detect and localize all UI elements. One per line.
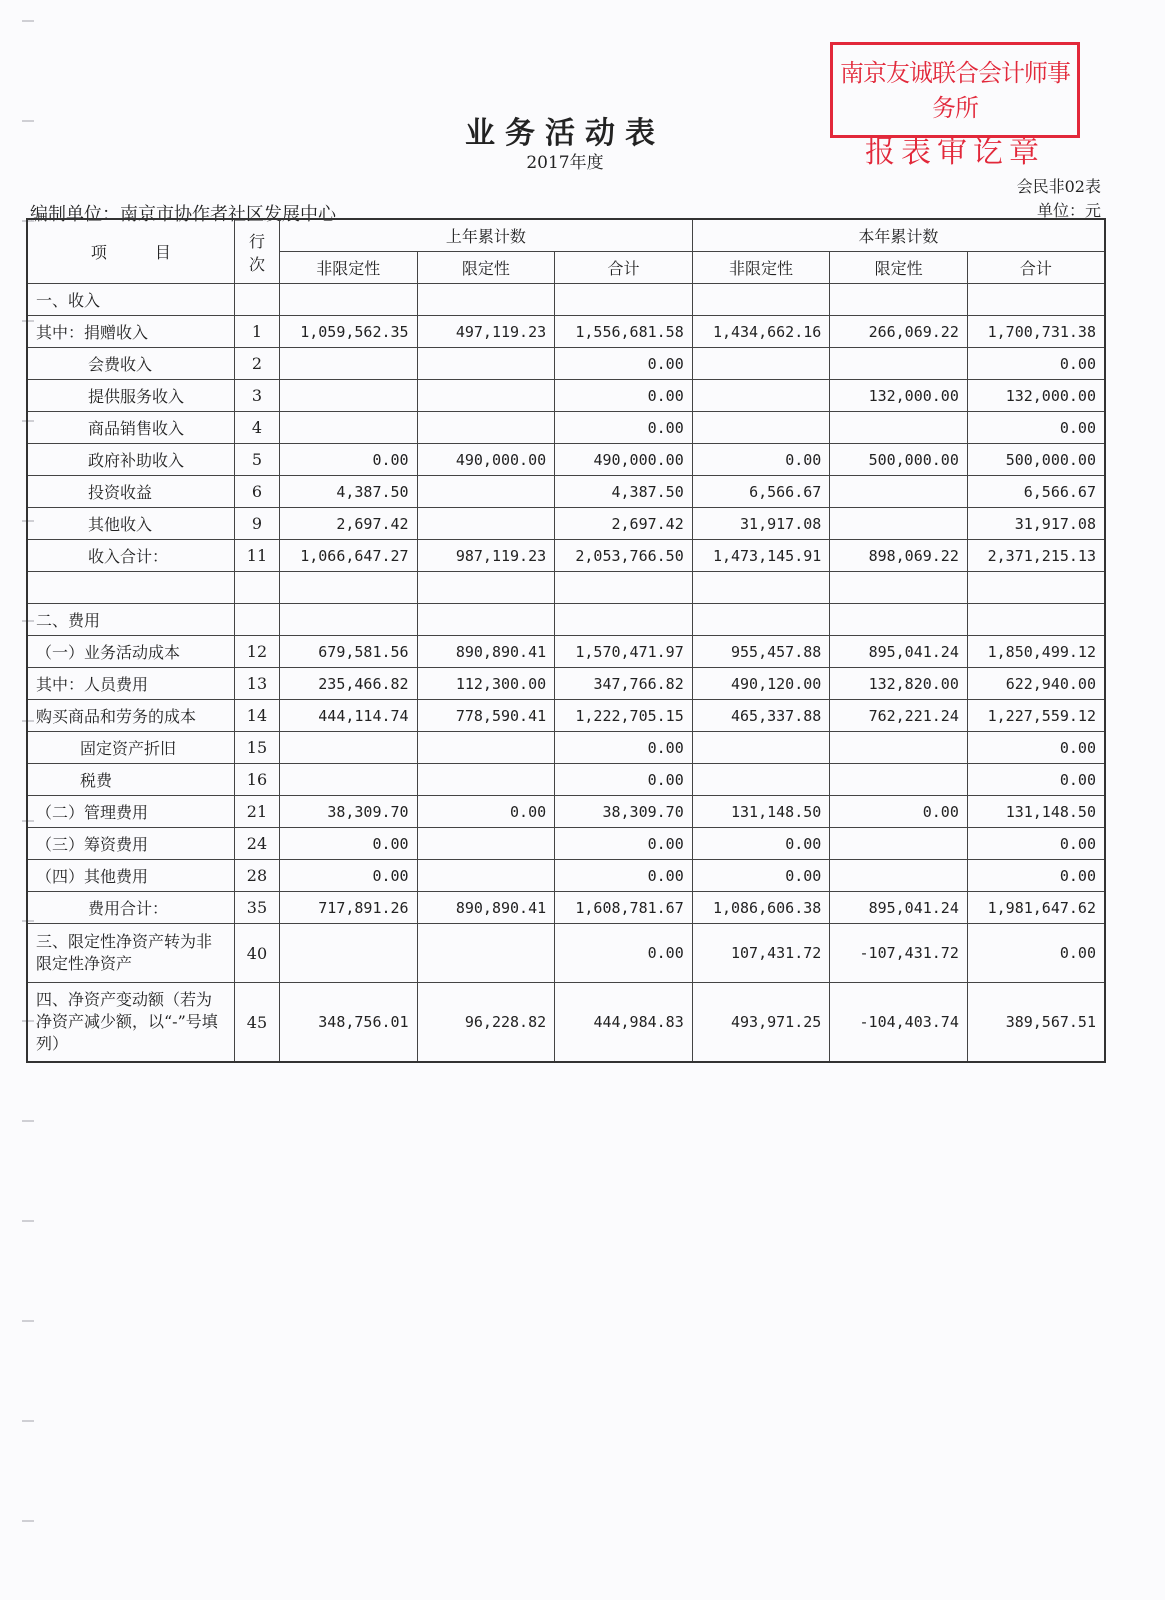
- cell-prev-restricted: [417, 284, 555, 316]
- cell-curr-total: 2,371,215.13: [967, 540, 1105, 572]
- row-item-label: 其中：捐赠收入: [27, 316, 234, 348]
- cell-prev-total: 0.00: [555, 412, 693, 444]
- row-line-number: 4: [234, 412, 279, 444]
- table-row: [27, 828, 1105, 860]
- cell-prev-total: 2,053,766.50: [555, 540, 693, 572]
- col-header-curr-unrestricted: 非限定性: [692, 252, 830, 284]
- row-line-number: 13: [234, 668, 279, 700]
- row-line-number: 16: [234, 764, 279, 796]
- form-number: 会民非02表: [1016, 177, 1101, 196]
- cell-curr-total: 622,940.00: [967, 668, 1105, 700]
- row-item-label: [27, 572, 234, 604]
- row-item-label: 其他收入: [27, 508, 234, 540]
- cell-prev-restricted: [417, 348, 555, 380]
- cell-prev-unrestricted: [280, 284, 418, 316]
- cell-prev-unrestricted: [280, 348, 418, 380]
- row-item-label: 其中：人员费用: [27, 668, 234, 700]
- cell-prev-restricted: 890,890.41: [417, 636, 555, 668]
- cell-prev-total: 0.00: [555, 924, 693, 983]
- cell-prev-unrestricted: [280, 380, 418, 412]
- cell-prev-restricted: 96,228.82: [417, 983, 555, 1063]
- row-line-number: 5: [234, 444, 279, 476]
- cell-curr-unrestricted: 107,431.72: [692, 924, 830, 983]
- cell-prev-unrestricted: [280, 604, 418, 636]
- row-item-label: 收入合计：: [27, 540, 234, 572]
- table-row: [27, 348, 1105, 380]
- row-item-label: 二、费用: [27, 604, 234, 636]
- row-line-number: 45: [234, 983, 279, 1063]
- cell-curr-restricted: [830, 348, 968, 380]
- cell-curr-total: 500,000.00: [967, 444, 1105, 476]
- cell-prev-total: 0.00: [555, 828, 693, 860]
- cell-prev-unrestricted: 0.00: [280, 444, 418, 476]
- cell-prev-unrestricted: 348,756.01: [280, 983, 418, 1063]
- preparing-organization: 编制单位：南京市协作者社区发展中心: [30, 204, 336, 225]
- cell-curr-restricted: 895,041.24: [830, 892, 968, 924]
- cell-prev-total: 2,697.42: [555, 508, 693, 540]
- cell-curr-total: 1,227,559.12: [967, 700, 1105, 732]
- row-line-number: 6: [234, 476, 279, 508]
- cell-prev-unrestricted: 0.00: [280, 860, 418, 892]
- cell-prev-unrestricted: 235,466.82: [280, 668, 418, 700]
- stamp-label: 报表审讫章: [865, 135, 1045, 170]
- col-group-prev-year: 上年累计数: [280, 219, 693, 252]
- cell-prev-total: 38,309.70: [555, 796, 693, 828]
- cell-prev-unrestricted: [280, 924, 418, 983]
- cell-prev-total: 1,222,705.15: [555, 700, 693, 732]
- table-row: [27, 924, 1105, 983]
- cell-prev-unrestricted: [280, 732, 418, 764]
- col-group-curr-year: 本年累计数: [692, 219, 1105, 252]
- cell-prev-total: 0.00: [555, 348, 693, 380]
- row-line-number: 9: [234, 508, 279, 540]
- cell-curr-restricted: [830, 764, 968, 796]
- col-header-curr-total: 合计: [967, 252, 1105, 284]
- cell-curr-unrestricted: 0.00: [692, 828, 830, 860]
- row-item-label: （三）筹资费用: [27, 828, 234, 860]
- cell-prev-total: 4,387.50: [555, 476, 693, 508]
- table-row: [27, 983, 1105, 1063]
- cell-prev-unrestricted: [280, 572, 418, 604]
- cell-prev-total: 347,766.82: [555, 668, 693, 700]
- row-line-number: 14: [234, 700, 279, 732]
- table-row: [27, 636, 1105, 668]
- cell-curr-restricted: [830, 860, 968, 892]
- row-line-number: [234, 284, 279, 316]
- cell-curr-unrestricted: [692, 348, 830, 380]
- row-line-number: [234, 604, 279, 636]
- row-line-number: 11: [234, 540, 279, 572]
- cell-curr-unrestricted: 0.00: [692, 444, 830, 476]
- cell-curr-total: 1,981,647.62: [967, 892, 1105, 924]
- cell-prev-restricted: [417, 604, 555, 636]
- table-row: [27, 444, 1105, 476]
- cell-curr-restricted: 500,000.00: [830, 444, 968, 476]
- cell-prev-total: 0.00: [555, 764, 693, 796]
- cell-curr-unrestricted: [692, 732, 830, 764]
- table-row: [27, 316, 1105, 348]
- cell-prev-total: 0.00: [555, 380, 693, 412]
- cell-prev-unrestricted: 1,066,647.27: [280, 540, 418, 572]
- cell-curr-restricted: 132,820.00: [830, 668, 968, 700]
- row-item-label: 税费: [27, 764, 234, 796]
- row-line-number: 28: [234, 860, 279, 892]
- cell-prev-unrestricted: 1,059,562.35: [280, 316, 418, 348]
- col-header-curr-restricted: 限定性: [830, 252, 968, 284]
- table-row: [27, 764, 1105, 796]
- cell-prev-restricted: 497,119.23: [417, 316, 555, 348]
- cell-prev-restricted: [417, 476, 555, 508]
- cell-curr-restricted: 266,069.22: [830, 316, 968, 348]
- table-row: [27, 508, 1105, 540]
- report-title: 业务活动表: [465, 116, 665, 151]
- cell-curr-total: 0.00: [967, 764, 1105, 796]
- cell-curr-restricted: -104,403.74: [830, 983, 968, 1063]
- cell-curr-total: 131,148.50: [967, 796, 1105, 828]
- table-row: [27, 796, 1105, 828]
- cell-prev-total: [555, 284, 693, 316]
- row-item-label: （二）管理费用: [27, 796, 234, 828]
- table-row: [27, 572, 1105, 604]
- cell-curr-total: 0.00: [967, 828, 1105, 860]
- col-header-prev-total: 合计: [555, 252, 693, 284]
- table-row: [27, 700, 1105, 732]
- cell-prev-unrestricted: 717,891.26: [280, 892, 418, 924]
- cell-prev-total: 1,556,681.58: [555, 316, 693, 348]
- row-line-number: 24: [234, 828, 279, 860]
- cell-curr-total: [967, 572, 1105, 604]
- row-item-label: 投资收益: [27, 476, 234, 508]
- cell-curr-unrestricted: 493,971.25: [692, 983, 830, 1063]
- cell-curr-total: 1,850,499.12: [967, 636, 1105, 668]
- cell-prev-total: 490,000.00: [555, 444, 693, 476]
- cell-curr-total: [967, 604, 1105, 636]
- row-item-label: 一、收入: [27, 284, 234, 316]
- row-line-number: 12: [234, 636, 279, 668]
- cell-curr-unrestricted: 490,120.00: [692, 668, 830, 700]
- cell-curr-restricted: [830, 828, 968, 860]
- cell-prev-unrestricted: 0.00: [280, 828, 418, 860]
- row-item-label: 费用合计：: [27, 892, 234, 924]
- cell-curr-restricted: 898,069.22: [830, 540, 968, 572]
- cell-prev-total: 1,608,781.67: [555, 892, 693, 924]
- table-row: [27, 284, 1105, 316]
- cell-prev-total: 0.00: [555, 860, 693, 892]
- table-row: [27, 540, 1105, 572]
- cell-curr-unrestricted: 6,566.67: [692, 476, 830, 508]
- row-item-label: 购买商品和劳务的成本: [27, 700, 234, 732]
- cell-prev-restricted: [417, 860, 555, 892]
- cell-curr-unrestricted: 131,148.50: [692, 796, 830, 828]
- cell-prev-restricted: [417, 412, 555, 444]
- col-header-prev-restricted: 限定性: [417, 252, 555, 284]
- cell-curr-unrestricted: 1,473,145.91: [692, 540, 830, 572]
- cell-curr-total: 0.00: [967, 860, 1105, 892]
- row-item-label: 商品销售收入: [27, 412, 234, 444]
- cell-prev-restricted: 112,300.00: [417, 668, 555, 700]
- cell-prev-restricted: [417, 732, 555, 764]
- cell-curr-restricted: 895,041.24: [830, 636, 968, 668]
- cell-prev-total: 0.00: [555, 732, 693, 764]
- cell-prev-restricted: [417, 508, 555, 540]
- cell-prev-restricted: 0.00: [417, 796, 555, 828]
- cell-curr-unrestricted: [692, 604, 830, 636]
- cell-curr-unrestricted: 1,086,606.38: [692, 892, 830, 924]
- cell-prev-total: [555, 604, 693, 636]
- col-header-prev-unrestricted: 非限定性: [280, 252, 418, 284]
- cell-prev-total: 444,984.83: [555, 983, 693, 1063]
- col-header-item: 项 目: [27, 219, 234, 284]
- cell-curr-unrestricted: 0.00: [692, 860, 830, 892]
- cell-curr-total: 0.00: [967, 412, 1105, 444]
- cell-curr-unrestricted: [692, 380, 830, 412]
- row-line-number: 1: [234, 316, 279, 348]
- row-item-label: 政府补助收入: [27, 444, 234, 476]
- table-row: [27, 860, 1105, 892]
- cell-curr-total: 0.00: [967, 732, 1105, 764]
- cell-prev-restricted: [417, 828, 555, 860]
- cell-prev-restricted: 778,590.41: [417, 700, 555, 732]
- cell-curr-restricted: [830, 412, 968, 444]
- table-row: [27, 604, 1105, 636]
- cell-prev-total: 1,570,471.97: [555, 636, 693, 668]
- cell-prev-restricted: 890,890.41: [417, 892, 555, 924]
- cell-prev-restricted: 490,000.00: [417, 444, 555, 476]
- table-row: [27, 380, 1105, 412]
- cell-curr-restricted: [830, 732, 968, 764]
- row-item-label: 三、限定性净资产转为非限定性净资产: [27, 924, 234, 983]
- cell-curr-unrestricted: 465,337.88: [692, 700, 830, 732]
- cell-curr-unrestricted: [692, 412, 830, 444]
- row-item-label: （一）业务活动成本: [27, 636, 234, 668]
- cell-curr-restricted: [830, 476, 968, 508]
- cell-curr-total: 6,566.67: [967, 476, 1105, 508]
- cell-curr-total: 389,567.51: [967, 983, 1105, 1063]
- row-item-label: 固定资产折旧: [27, 732, 234, 764]
- cell-curr-restricted: 0.00: [830, 796, 968, 828]
- row-line-number: 21: [234, 796, 279, 828]
- cell-prev-restricted: [417, 924, 555, 983]
- row-item-label: 四、净资产变动额（若为净资产减少额，以“-”号填列）: [27, 983, 234, 1063]
- cell-curr-total: 132,000.00: [967, 380, 1105, 412]
- cell-prev-unrestricted: 2,697.42: [280, 508, 418, 540]
- cell-prev-restricted: 987,119.23: [417, 540, 555, 572]
- col-header-line: 行次: [234, 219, 279, 284]
- cell-prev-restricted: [417, 572, 555, 604]
- cell-curr-restricted: -107,431.72: [830, 924, 968, 983]
- cell-prev-unrestricted: 4,387.50: [280, 476, 418, 508]
- cell-prev-restricted: [417, 380, 555, 412]
- table-row: [27, 892, 1105, 924]
- table-row: [27, 412, 1105, 444]
- table-row: [27, 732, 1105, 764]
- cell-curr-restricted: [830, 604, 968, 636]
- report-year: 2017年度: [526, 153, 604, 173]
- cell-curr-restricted: [830, 572, 968, 604]
- cell-prev-total: [555, 572, 693, 604]
- cell-curr-unrestricted: 955,457.88: [692, 636, 830, 668]
- cell-curr-restricted: [830, 508, 968, 540]
- cell-curr-total: 31,917.08: [967, 508, 1105, 540]
- table-row: [27, 668, 1105, 700]
- cell-curr-unrestricted: 31,917.08: [692, 508, 830, 540]
- cell-curr-total: [967, 284, 1105, 316]
- table-row: [27, 476, 1105, 508]
- cell-prev-unrestricted: 38,309.70: [280, 796, 418, 828]
- cell-curr-restricted: 762,221.24: [830, 700, 968, 732]
- cell-curr-total: 0.00: [967, 924, 1105, 983]
- cell-curr-total: 1,700,731.38: [967, 316, 1105, 348]
- stamp-firm-name: 南京友诚联合会计师事务所: [840, 59, 1070, 122]
- row-line-number: 40: [234, 924, 279, 983]
- cell-curr-unrestricted: [692, 572, 830, 604]
- row-item-label: （四）其他费用: [27, 860, 234, 892]
- currency-unit: 单位：元: [1036, 201, 1101, 220]
- cell-curr-unrestricted: [692, 764, 830, 796]
- cell-curr-unrestricted: 1,434,662.16: [692, 316, 830, 348]
- row-item-label: 提供服务收入: [27, 380, 234, 412]
- cell-curr-restricted: [830, 284, 968, 316]
- activity-statement-table: [26, 218, 1106, 1063]
- cell-curr-total: 0.00: [967, 348, 1105, 380]
- cell-curr-restricted: 132,000.00: [830, 380, 968, 412]
- row-line-number: 2: [234, 348, 279, 380]
- cell-curr-unrestricted: [692, 284, 830, 316]
- cell-prev-unrestricted: [280, 764, 418, 796]
- cell-prev-unrestricted: 679,581.56: [280, 636, 418, 668]
- cell-prev-restricted: [417, 764, 555, 796]
- cell-prev-unrestricted: 444,114.74: [280, 700, 418, 732]
- row-line-number: 35: [234, 892, 279, 924]
- cell-prev-unrestricted: [280, 412, 418, 444]
- row-line-number: 3: [234, 380, 279, 412]
- row-line-number: 15: [234, 732, 279, 764]
- row-item-label: 会费收入: [27, 348, 234, 380]
- row-line-number: [234, 572, 279, 604]
